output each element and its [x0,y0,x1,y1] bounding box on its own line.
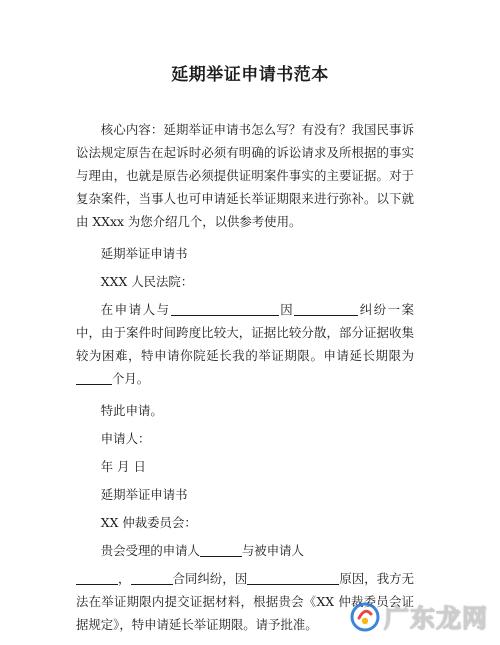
form2-text-a: 贵会受理的申请人 [100,543,200,558]
blank-field [131,570,173,585]
form2-text-e: 原因，我方无法在举证期限内提交证据材料，根据贵会《XX 仲裁委员会证据规定》，特申请延长举证期限。请予批准。 [76,571,415,632]
form1-applicant: 申请人： [100,431,151,446]
site-watermark [350,599,488,635]
form2-addressee: XX 仲裁委员会： [100,515,197,530]
form2-text-d: 合同纠纷，因 [172,571,248,586]
form2-heading: 延期举证申请书 [100,487,188,502]
form2-text-b: 与被申请人 [241,543,304,558]
blank-field [76,570,118,585]
blank-field [171,301,279,316]
blank-field [200,542,242,557]
intro-paragraph: 核心内容：延期举证申请书怎么写？有没有？我国民事诉讼法规定原告在起诉时必须有明确的诉讼请求及所根据的事实与理由，也就是原告必须提供证明案件事实的主要证据。对于复杂案件，当事人也可申请延长举证期限来进行弥补。以下就由 XXxx 为您介绍几个，以供参考使用。 [76,122,414,229]
form1-text-a: 在申请人与 [100,302,171,317]
watermark-text: 广东龙网 [383,604,488,633]
blank-field [76,370,112,385]
site-logo-icon [350,602,380,632]
form1-text-c: 纠纷一案中，由于案件时间跨度比较大，证据比较分散，部分证据收集较为困难，特申请你院延长我的举证期限。申请延长期限为 [76,302,415,363]
form1-closing: 特此申请。 [100,403,163,418]
form1-body [76,298,414,390]
form1-text-d: 个月。 [112,371,150,386]
blank-field [247,570,339,585]
document-title: 延期举证申请书范本 [171,65,329,85]
form1-text-b: 因 [278,302,295,317]
form2-line1 [76,539,414,562]
form2-text-c: ， [118,571,131,586]
form1-addressee: XXX 人民法院： [100,274,194,289]
form1-heading: 延期举证申请书 [100,246,188,261]
blank-field [294,301,358,316]
form1-date: 年 月 日 [100,459,146,474]
document-body [76,118,414,645]
